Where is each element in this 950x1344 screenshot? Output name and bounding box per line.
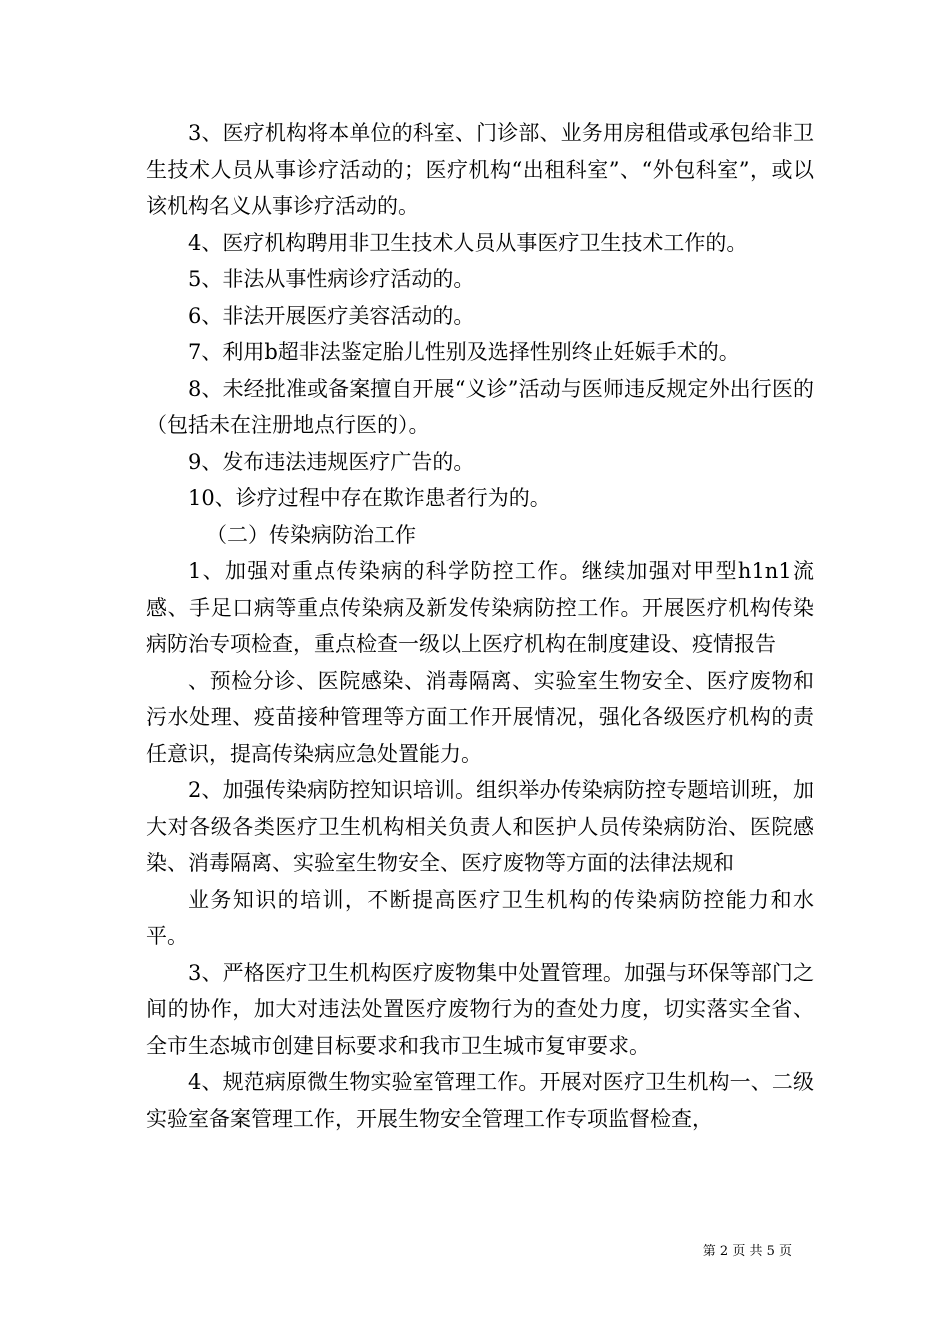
paragraph-item-6: 6、非法开展医疗美容活动的。 [188,303,475,328]
page-number: 第 2 页 共 5 页 [702,1244,792,1259]
paragraph-disease-4: 4、规范病原微生物实验室管理工作。开展对医疗卫生机构一、二级实验室备案管理工作，开展生物安全管理工作专项监督检查， [146,1070,814,1131]
paragraph-item-3: 3、医疗机构将本单位的科室、门诊部、业务用房租借或承包给非卫生技术人员从事诊疗活动的；医疗机构“出租科室”、“外包科室”，或以该机构名义从事诊疗活动的。 [146,121,814,218]
paragraph-disease-1-cont: 、预检分诊、医院感染、消毒隔离、实验室生物安全、医疗废物和污水处理、疫苗接种管理等方面工作开展情况，强化各级医疗机构的责任意识，提高传染病应急处置能力。 [146,668,814,766]
paragraph-disease-2-cont: 业务知识的培训，不断提高医疗卫生机构的传染病防控能力和水平。 [146,887,814,948]
document-body [146,115,814,1137]
paragraph-item-10: 10、诊疗过程中存在欺诈患者行为的。 [188,486,551,510]
section-heading: （二）传染病防治工作 [206,522,416,547]
paragraph-disease-3: 3、严格医疗卫生机构医疗废物集中处置管理。加强与环保等部门之间的协作，加大对违法处置医疗废物行为的查处力度，切实落实全省、全市生态城市创建目标要求和我市卫生城市复审要求。 [146,960,814,1058]
paragraph-disease-1: 1、加强对重点传染病的科学防控工作。继续加强对甲型h1n1流感、手足口病等重点传染病及新发传染病防控工作。开展医疗机构传染病防治专项检查，重点检查一级以上医疗机构在制度建设、疫情报告 [146,559,814,656]
paragraph-item-5: 5、非法从事性病诊疗活动的。 [188,267,475,291]
paragraph-item-9: 9、发布违法违规医疗广告的。 [188,449,475,474]
paragraph-disease-2: 2、加强传染病防控知识培训。组织举办传染病防控专题培训班，加大对各级各类医疗卫生机构相关负责人和医护人员传染病防治、医院感染、消毒隔离、实验室生物安全、医疗废物等方面的法律法规和 [146,778,814,875]
paragraph-item-7: 7、利用b超非法鉴定胎儿性别及选择性别终止妊娠手术的。 [188,340,740,364]
paragraph-item-4: 4、医疗机构聘用非卫生技术人员从事医疗卫生技术工作的。 [188,230,748,255]
paragraph-item-8: 8、未经批准或备案擅自开展“义诊”活动与医师违反规定外出行医的（包括未在注册地点行医的）。 [146,376,814,437]
